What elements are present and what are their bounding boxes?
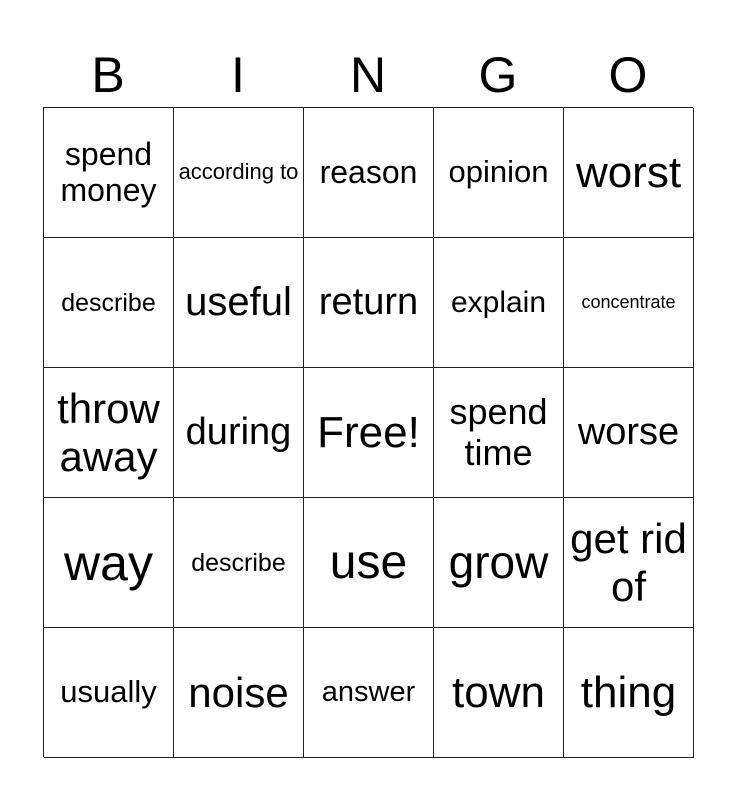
bingo-cell[interactable]: spend time (434, 368, 564, 498)
bingo-cell[interactable]: explain (434, 238, 564, 368)
bingo-cell[interactable]: concentrate (564, 238, 694, 368)
bingo-cell[interactable]: throw away (44, 368, 174, 498)
bingo-cell[interactable]: worse (564, 368, 694, 498)
bingo-cell[interactable]: describe (44, 238, 174, 368)
bingo-cell[interactable]: worst (564, 108, 694, 238)
bingo-cell[interactable]: town (434, 628, 564, 758)
header-letter-o: O (608, 47, 648, 103)
header-letter-i: I (231, 47, 245, 103)
bingo-cell[interactable]: return (304, 238, 434, 368)
bingo-header (43, 44, 693, 106)
bingo-cell[interactable]: reason (304, 108, 434, 238)
bingo-cell[interactable]: noise (174, 628, 304, 758)
bingo-cell[interactable]: thing (564, 628, 694, 758)
bingo-cell[interactable]: spend money (44, 108, 174, 238)
bingo-cell[interactable]: usually (44, 628, 174, 758)
header-letter-b: B (91, 47, 125, 103)
bingo-cell[interactable]: use (304, 498, 434, 628)
bingo-cell[interactable]: way (44, 498, 174, 628)
bingo-cell[interactable]: opinion (434, 108, 564, 238)
bingo-cell[interactable]: describe (174, 498, 304, 628)
bingo-free-cell[interactable]: Free! (304, 368, 434, 498)
bingo-cell[interactable]: during (174, 368, 304, 498)
bingo-cell[interactable]: grow (434, 498, 564, 628)
header-letter-g: G (478, 47, 518, 103)
header-letter-n: N (349, 47, 387, 103)
bingo-cell[interactable]: get rid of (564, 498, 694, 628)
bingo-board (43, 107, 693, 757)
bingo-cell[interactable]: according to (174, 108, 304, 238)
bingo-cell[interactable]: answer (304, 628, 434, 758)
bingo-cell[interactable]: useful (174, 238, 304, 368)
